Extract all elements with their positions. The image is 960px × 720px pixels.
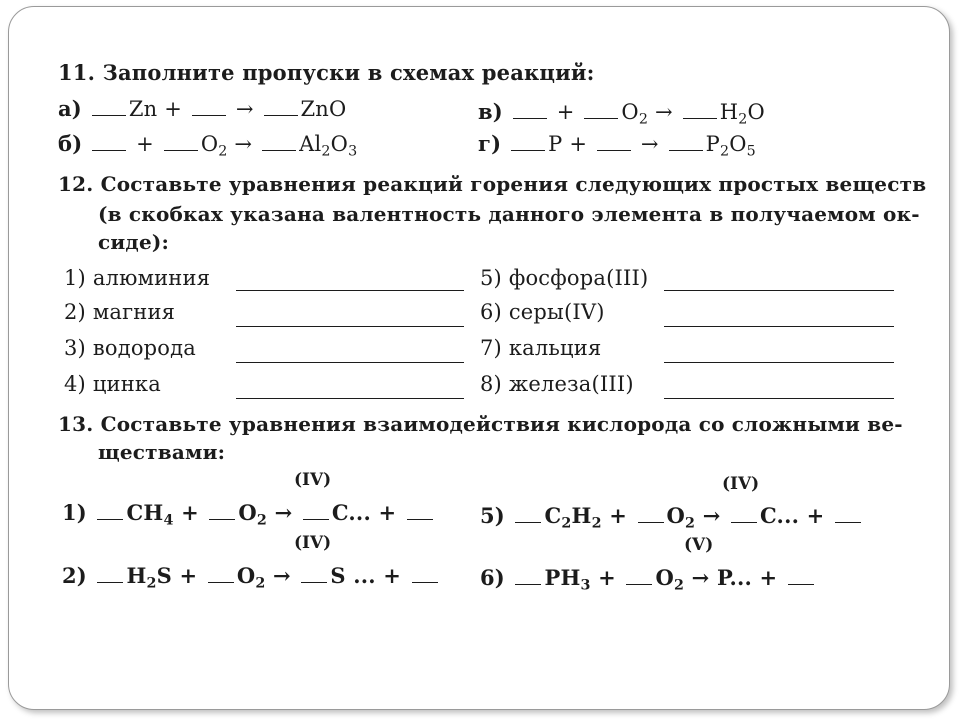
subscript: 3 xyxy=(580,577,591,594)
blank[interactable] xyxy=(835,508,861,523)
arrow-icon: → xyxy=(274,500,293,525)
subscript: 2 xyxy=(673,577,685,594)
task11-title: Заполните пропуски в схемах реакций: xyxy=(102,60,595,85)
valence-label: (IV) xyxy=(294,470,332,490)
blank[interactable] xyxy=(208,568,234,583)
blank[interactable] xyxy=(264,101,298,116)
blank[interactable] xyxy=(164,136,198,151)
subscript: 2 xyxy=(146,575,157,592)
answer-line[interactable] xyxy=(664,398,894,399)
item-v-label: в) xyxy=(478,99,503,124)
subscript: 2 xyxy=(321,143,331,160)
blank[interactable] xyxy=(584,104,618,119)
formula: O xyxy=(729,132,747,156)
subscript: 2 xyxy=(255,575,266,592)
task13-title-line1: Составьте уравнения взаимодействия кислорода со сложными ве- xyxy=(100,412,903,436)
formula: Al xyxy=(299,132,322,156)
answer-line[interactable] xyxy=(236,398,464,399)
blank[interactable] xyxy=(515,508,541,523)
subscript: 3 xyxy=(348,143,358,160)
task13-eq5 xyxy=(480,503,864,532)
blank[interactable] xyxy=(626,570,652,585)
blank[interactable] xyxy=(669,136,703,151)
blank[interactable] xyxy=(92,101,126,116)
answer-line[interactable] xyxy=(236,362,464,363)
blank[interactable] xyxy=(192,101,226,116)
formula: Zn + xyxy=(128,97,183,121)
task13-eq1 xyxy=(62,500,436,529)
blank[interactable] xyxy=(412,568,438,583)
answer-line[interactable] xyxy=(664,326,894,327)
subscript: 2 xyxy=(256,512,268,529)
formula: PH xyxy=(544,565,581,590)
task11-item-g xyxy=(478,131,756,160)
task12-item: 1) алюминия xyxy=(64,266,211,290)
plus: + xyxy=(181,500,199,525)
answer-line[interactable] xyxy=(664,290,894,291)
eq-label: 6) xyxy=(480,565,505,590)
answer-line[interactable] xyxy=(664,362,894,363)
blank[interactable] xyxy=(97,568,123,583)
blank[interactable] xyxy=(597,136,631,151)
eq-label: 1) xyxy=(62,500,87,525)
formula: S ... + xyxy=(330,563,402,588)
formula: O xyxy=(747,100,765,124)
arrow-icon: → xyxy=(655,100,673,124)
blank[interactable] xyxy=(407,505,433,520)
valence-label: (IV) xyxy=(722,474,760,494)
task12-title-line3: сиде): xyxy=(98,230,170,254)
task12-item: 8) железа(III) xyxy=(480,372,634,396)
subscript: 4 xyxy=(163,512,174,529)
arrow-icon: → xyxy=(702,503,721,528)
blank[interactable] xyxy=(92,136,126,151)
formula: O xyxy=(666,503,686,528)
subscript: 2 xyxy=(685,515,696,532)
task11-number: 11. xyxy=(58,60,96,85)
blank[interactable] xyxy=(731,508,757,523)
formula: P + xyxy=(548,132,588,156)
task12-title-line1: Составьте уравнения реакций горения следующих простых веществ xyxy=(100,172,927,196)
blank[interactable] xyxy=(301,568,327,583)
plus: + xyxy=(556,100,575,124)
task12-number: 12. xyxy=(58,172,94,196)
plus: + xyxy=(136,132,154,156)
task13-heading xyxy=(58,412,903,436)
blank[interactable] xyxy=(97,505,123,520)
arrow-icon: → xyxy=(235,97,254,121)
task11-item-a xyxy=(58,96,346,121)
task13-number: 13. xyxy=(58,412,94,436)
plus: + xyxy=(598,565,616,590)
task12-heading xyxy=(58,172,926,196)
blank[interactable] xyxy=(209,505,235,520)
valence-label: (V) xyxy=(684,535,714,555)
subscript: 5 xyxy=(746,143,756,160)
task13-title-line2: ществами: xyxy=(98,440,226,464)
blank[interactable] xyxy=(511,136,545,151)
blank[interactable] xyxy=(515,570,541,585)
formula: H xyxy=(126,563,147,588)
answer-line[interactable] xyxy=(236,326,464,327)
item-a-label: а) xyxy=(58,96,82,121)
formula: P... + xyxy=(716,565,778,590)
subscript: 2 xyxy=(638,111,649,128)
task12-title-line2: (в скобках указана валентность данного элемента в получаемом ок- xyxy=(98,202,920,226)
subscript: 2 xyxy=(738,111,748,128)
subscript: 2 xyxy=(591,515,602,532)
eq-label: 5) xyxy=(480,503,505,528)
formula: CH xyxy=(126,500,164,525)
task11-heading xyxy=(58,60,595,85)
task13-eq2 xyxy=(62,563,441,592)
item-g-label: г) xyxy=(478,131,502,156)
formula: C... + xyxy=(760,503,825,528)
valence-label: (IV) xyxy=(294,533,332,553)
task12-item: 3) водорода xyxy=(64,336,197,360)
task12-item: 2) магния xyxy=(64,300,176,324)
formula: H xyxy=(719,100,739,124)
formula: C xyxy=(544,503,562,528)
formula: O xyxy=(621,100,639,124)
task13-eq6 xyxy=(480,565,817,594)
subscript: 2 xyxy=(719,143,730,160)
formula: O xyxy=(238,500,257,525)
formula: P xyxy=(705,132,720,156)
formula: S + xyxy=(156,563,198,588)
task12-item: 7) кальция xyxy=(480,336,602,360)
formula: O xyxy=(330,132,349,156)
task11-item-v xyxy=(478,99,765,128)
item-b-label: б) xyxy=(58,131,83,156)
blank[interactable] xyxy=(638,508,664,523)
arrow-icon: → xyxy=(640,132,659,156)
formula: O xyxy=(655,565,674,590)
blank[interactable] xyxy=(513,104,547,119)
task12-item: 6) серы(IV) xyxy=(480,300,605,324)
subscript: 2 xyxy=(218,143,228,160)
blank[interactable] xyxy=(683,104,717,119)
task12-item: 5) фосфора(III) xyxy=(480,266,649,290)
arrow-icon: → xyxy=(273,563,291,588)
formula: C... + xyxy=(331,500,397,525)
blank[interactable] xyxy=(788,570,814,585)
formula: ZnO xyxy=(300,97,347,121)
subscript: 2 xyxy=(561,515,572,532)
answer-line[interactable] xyxy=(236,290,464,291)
arrow-icon: → xyxy=(691,565,710,590)
formula: H xyxy=(571,503,592,528)
formula: O xyxy=(236,563,256,588)
task11-item-b xyxy=(58,131,358,160)
plus: + xyxy=(609,503,628,528)
eq-label: 2) xyxy=(62,563,87,588)
blank[interactable] xyxy=(262,136,296,151)
formula: O xyxy=(200,132,219,156)
task12-item: 4) цинка xyxy=(64,372,161,396)
blank[interactable] xyxy=(303,505,329,520)
arrow-icon: → xyxy=(234,132,253,156)
